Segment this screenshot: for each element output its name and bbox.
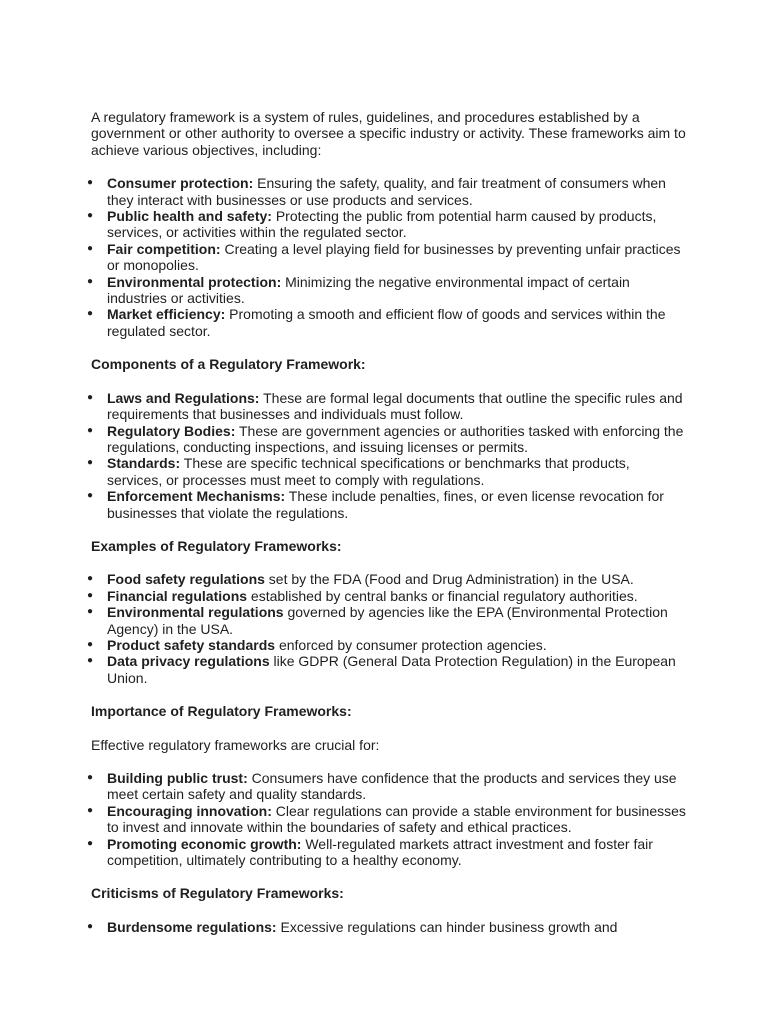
list-item-term: Encouraging innovation: — [107, 802, 272, 819]
list-item — [91, 423, 688, 456]
list-item-text: established by central banks or financial regulatory authorities. — [247, 587, 638, 604]
list-item — [91, 455, 688, 488]
list-item — [91, 836, 688, 869]
list-item-term: Product safety standards — [107, 636, 276, 653]
list-item — [91, 208, 688, 241]
list-item — [91, 588, 688, 604]
list-item-term: Consumer protection: — [107, 175, 254, 192]
list-item-text: These are formal legal documents that outline the specific rules and requirements that businesses and individuals must follow. — [107, 389, 683, 423]
components-heading: Components of a Regulatory Framework: — [91, 356, 366, 373]
list-item — [91, 241, 688, 274]
list-item-text: like GDPR (General Data Protection Regulation) in the European Union. — [107, 653, 676, 686]
importance-lead: Effective regulatory frameworks are crucial for: — [91, 736, 380, 753]
list-item-term: Food safety regulations — [107, 571, 265, 588]
components-list — [91, 390, 688, 521]
list-item-term: Burdensome regulations: — [107, 918, 277, 935]
examples-heading: Examples of Regulatory Frameworks: — [91, 537, 342, 554]
list-item-text: Protecting the public from potential harm caused by products, services, or activities within the regulated sector. — [107, 208, 657, 241]
list-item — [91, 637, 688, 653]
list-item-term: Laws and Regulations: — [107, 389, 260, 406]
list-item-text: Promoting a smooth and efficient flow of goods and services within the regulated sector. — [107, 306, 666, 339]
list-item — [91, 653, 688, 686]
importance-list — [91, 770, 688, 868]
list-item-term: Environmental protection: — [107, 273, 282, 290]
list-item-text: governed by agencies like the EPA (Environmental Protection Agency) in the USA. — [107, 604, 668, 637]
list-item — [91, 571, 688, 587]
list-item-text: These are specific technical specifications or benchmarks that products, services, or processes must meet to comply with regulations. — [107, 455, 630, 488]
examples-list — [91, 571, 688, 686]
list-item — [91, 604, 688, 637]
list-item-term: Environmental regulations — [107, 604, 284, 621]
list-item-text: Clear regulations can provide a stable environment for businesses to invest and innovate within the boundaries of safety and ethical practices. — [107, 802, 686, 836]
list-item-term: Data privacy regulations — [107, 653, 270, 670]
list-item — [91, 919, 688, 935]
list-item-text: set by the FDA (Food and Drug Administration) in the USA. — [264, 571, 634, 588]
list-item — [91, 770, 688, 803]
list-item-text: Creating a level playing field for businesses by preventing unfair practices or monopolies. — [107, 240, 681, 274]
criticisms-list — [91, 919, 688, 935]
list-item — [91, 488, 688, 521]
list-item-term: Building public trust: — [107, 770, 248, 786]
list-item-term: Standards: — [107, 455, 181, 472]
objectives-list — [91, 175, 688, 339]
list-item-term: Fair competition: — [107, 240, 221, 257]
list-item-text: Excessive regulations can hinder business growth and — [276, 918, 618, 935]
list-item-text: These include penalties, fines, or even license revocation for businesses that violate the regulations. — [107, 488, 664, 521]
list-item-text: Ensuring the safety, quality, and fair treatment of consumers when they interact with businesses or use products and services. — [107, 175, 666, 208]
list-item-term: Enforcement Mechanisms: — [107, 488, 286, 505]
list-item-text: These are government agencies or authorities tasked with enforcing the regulations, conducting inspections, and issuing licenses or permits. — [107, 422, 684, 455]
list-item-term: Financial regulations — [107, 587, 248, 604]
list-item-term: Regulatory Bodies: — [107, 422, 236, 439]
list-item — [91, 803, 688, 836]
list-item-text: Consumers have confidence that the products and services they use meet certain safety and quality standards. — [107, 770, 677, 803]
list-item-text: Well-regulated markets attract investment and foster fair competition, ultimately contributing to a healthy economy. — [107, 835, 653, 869]
list-item-term: Public health and safety: — [107, 208, 272, 225]
list-item-text: enforced by consumer protection agencies. — [275, 636, 547, 653]
list-item — [91, 390, 688, 423]
importance-heading: Importance of Regulatory Frameworks: — [91, 703, 352, 720]
criticisms-heading: Criticisms of Regulatory Frameworks: — [91, 885, 344, 902]
list-item — [91, 274, 688, 307]
list-item — [91, 175, 688, 208]
list-item — [91, 306, 688, 339]
list-item-text: Minimizing the negative environmental impact of certain industries or activities. — [107, 273, 630, 307]
list-item-term: Promoting economic growth: — [107, 835, 302, 852]
intro-paragraph: A regulatory framework is a system of rules, guidelines, and procedures established by a government or other authority to oversee a specific industry or activity. These frameworks aim to achieve various objectives, including: — [91, 109, 686, 158]
list-item-term: Market efficiency: — [107, 306, 226, 323]
